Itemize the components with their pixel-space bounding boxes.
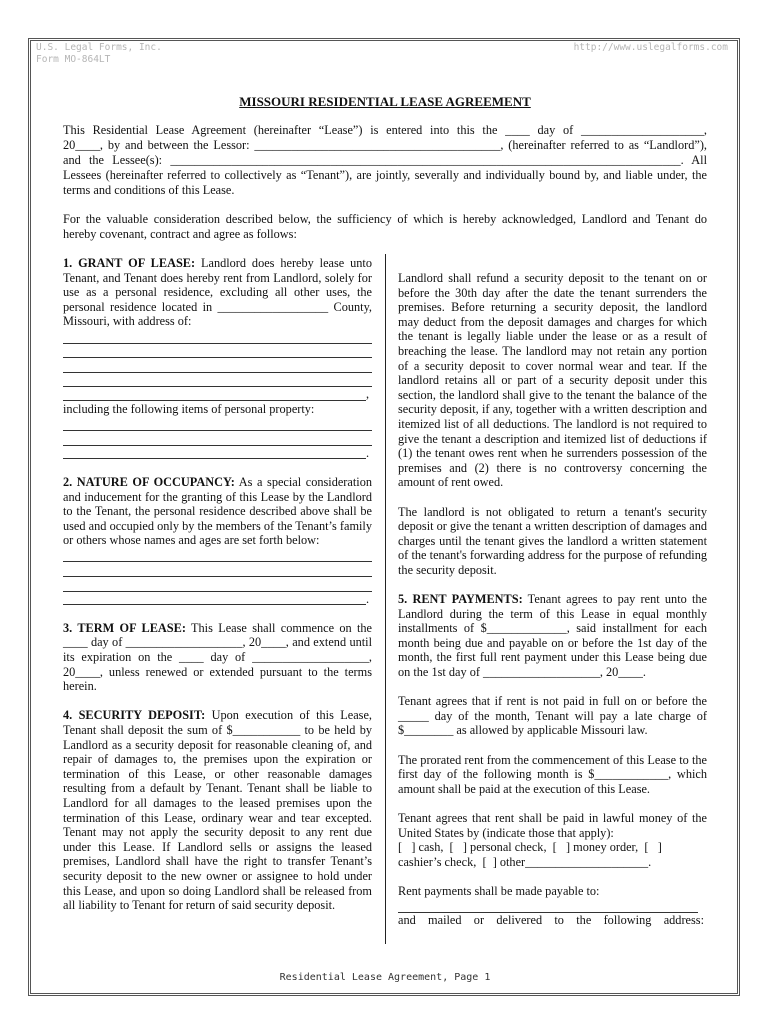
consideration-line: For the valuable consideration described below, the sufficiency of which is hereby acknowledged, Landlord and Tenant do <box>63 212 707 226</box>
page-footer: Residential Lease Agreement, Page 1 <box>279 972 491 983</box>
payment-method-paragraph: Tenant agrees that rent shall be paid in lawful money of the United States by (indicate those that apply): <box>398 810 707 840</box>
occupancy-heading: 2. NATURE OF OCCUPANCY: <box>63 474 235 489</box>
property-line[interactable] <box>63 417 372 432</box>
occupant-line-last[interactable] <box>63 592 372 607</box>
column-divider <box>385 254 386 944</box>
comma: , <box>366 387 370 402</box>
section-grant-of-lease <box>63 256 372 329</box>
intro-line: 20____, by and between the Lessor: ________________________________________, (hereinafter referred to as “Landlord”), <box>63 138 707 152</box>
occupant-line[interactable] <box>63 562 372 577</box>
header-form-number: Form MO-864LT <box>36 54 111 65</box>
document-title: MISSOURI RESIDENTIAL LEASE AGREEMENT <box>239 94 531 109</box>
period: . <box>366 445 370 460</box>
occupancy-text: As a special consideration and inducement for the granting of this Lease by the Landlord to the Tenant, the personal residence described above shall be used and occupied only by the members of the Tenant’s family or others whose names and ages are set forth below: <box>63 474 372 548</box>
address-line-last[interactable] <box>63 387 372 402</box>
payment-options-line1[interactable]: [ ] cash, [ ] personal check, [ ] money order, [ ] <box>398 840 662 855</box>
address-line[interactable] <box>63 344 372 359</box>
occupant-line[interactable] <box>63 548 372 563</box>
address-line[interactable] <box>63 358 372 373</box>
term-text: This Lease shall commence on the ____ day of ___________________, 20____, and extend until its expiration on the ____ day of ___________________, 20____, unless renewed or extended pursuant to the terms herein. <box>63 620 373 694</box>
intro-line: This Residential Lease Agreement (hereinafter “Lease”) is entered into this the ____ day of ____________________, <box>63 123 707 137</box>
refund-paragraph: Landlord shall refund a security deposit to the tenant on or before the 30th day after the date the tenant surrenders the premises. Before returning a security deposit, the landlord may deduct from the deposit damages and charges for which the tenant is legally liable under the lease or as a result of breaching the lease. The landlord may not retain any portion of a security deposit to cover normal wear and tear. If the landlord retains all or part of a security deposit under this section, the landlord shall give to the tenant the balance of the security deposit, if any, together with a written description and itemized list of all deductions. The landlord is not required to give the tenant a description and itemized list of deductions if (1) the tenant owes rent when he surrenders possession of the premises and (2) there is no controversy concerning the amount of rent owed. <box>398 271 707 490</box>
personal-property-label: including the following items of personal property: <box>63 401 315 416</box>
section-security-deposit <box>63 708 372 912</box>
intro-line: terms and conditions of this Lease. <box>63 183 235 197</box>
prorated-rent-paragraph: The prorated rent from the commencement of this Lease to the first day of the following month is $____________, which amount shall be paid at the execution of this Lease. <box>398 752 707 796</box>
mail-address-label: and mailed or delivered to the following address: <box>398 913 704 928</box>
intro-line: Lessees (hereinafter referred to collectively as “Tenant”), are jointly, severally and individually bound by, and liable under, the <box>63 168 707 182</box>
grant-text: Landlord does hereby lease unto Tenant, and Tenant does hereby rent from Landlord, solely for use as a personal residence, excluding all other uses, the personal residence located in __________________ County, Missouri, with address of: <box>63 256 372 329</box>
grant-heading: 1. GRANT OF LEASE: <box>63 256 196 270</box>
rent-text: Tenant agrees to pay rent unto the Landlord during the term of this Lease in equal monthly installments of $_____________, said installment for each month being due and payable on or before the 1st day of the month, the first full rent payment under this Lease being due on the 1st day of ___________________, 20____. <box>398 592 707 680</box>
consideration-line: hereby covenant, contract and agree as follows: <box>63 227 297 241</box>
address-line[interactable] <box>63 329 372 344</box>
payable-to-label: Rent payments shall be made payable to: <box>398 883 600 898</box>
header-url: http://www.uslegalforms.com <box>573 42 728 53</box>
rent-heading: 5. RENT PAYMENTS: <box>398 592 523 607</box>
right-column <box>398 271 707 928</box>
term-heading: 3. TERM OF LEASE: <box>63 620 186 635</box>
security-heading: 4. SECURITY DEPOSIT: <box>63 708 206 723</box>
property-line[interactable] <box>63 431 372 446</box>
payee-line[interactable] <box>398 899 698 914</box>
address-line[interactable] <box>63 373 372 388</box>
intro-paragraph <box>63 123 707 198</box>
property-line-last[interactable] <box>63 446 372 461</box>
section-rent-payments <box>398 592 707 680</box>
security-text: Upon execution of this Lease, Tenant shall deposit the sum of $___________ to be held by Landlord as a security deposit for reasonable cleaning of, and repair of damages to, the premises upon the expiration or termination of this Lease, or other reasonable damages resulting from a default by Tenant. Tenant shall be liable to Landlord for all damages to the leased premises upon the termination of this Lease, ordinary wear and tear excepted. Tenant may not apply the security deposit to any rent due under this Lease. If Landlord sells or assigns the leased premises, Landlord shall have the right to transfer Tenant’s security deposit to the new owner or assignee to hold under this Lease, and upon so doing Landlord shall be released from all liability to Tenant for return of said security deposit. <box>63 708 372 913</box>
occupant-line[interactable] <box>63 577 372 592</box>
late-charge-paragraph: Tenant agrees that if rent is not paid in full on or before the _____ day of the month, Tenant will pay a late charge of $________ as allowed by applicable Missouri law. <box>398 694 707 738</box>
intro-line: and the Lessee(s): ___________________________________________________________________________________. All <box>63 153 707 167</box>
left-column <box>63 256 372 913</box>
section-nature-of-occupancy <box>63 475 372 548</box>
not-obligated-paragraph: The landlord is not obligated to return a tenant's security deposit or give the tenant a written description of damages and charges until the tenant gives the landlord a written statement of the tenant's forwarding address for the purpose of refunding the security deposit. <box>398 504 707 577</box>
consideration-paragraph <box>63 212 707 242</box>
payment-options-line2[interactable]: cashier’s check, [ ] other____________________. <box>398 854 652 869</box>
period: . <box>366 591 370 606</box>
header-company: U.S. Legal Forms, Inc. <box>36 42 162 53</box>
header-left <box>36 42 162 66</box>
section-term-of-lease <box>63 621 372 694</box>
